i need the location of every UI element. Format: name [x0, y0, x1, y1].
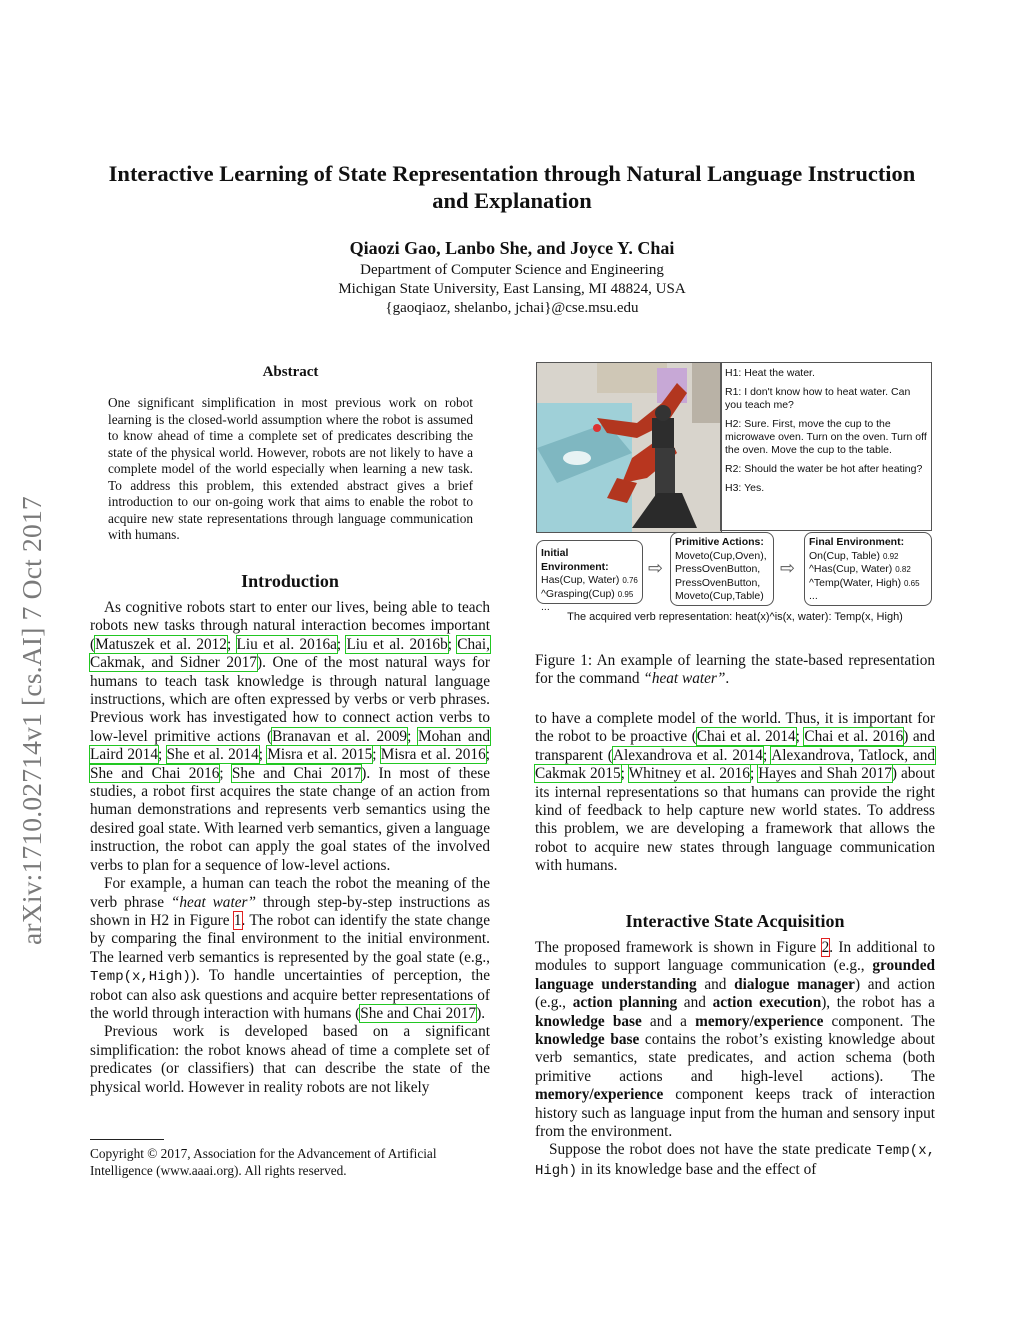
citation-link[interactable]: Whitney et al. 2016	[628, 765, 750, 783]
introduction-heading: Introduction	[241, 571, 339, 591]
citation-link[interactable]: Chai, Cakmak, and Sidner 2017	[90, 635, 490, 672]
introduction-body	[90, 599, 490, 1097]
footnote-rule	[90, 1139, 164, 1140]
primitive-actions-title: Primitive Actions:	[675, 536, 764, 548]
citation-link[interactable]: Alexandrova, Tatlock, and Cakmak 2015	[535, 746, 936, 783]
verb-representation: The acquired verb representation: heat(x)^is(x, water): Temp(x, High)	[567, 611, 903, 623]
robot-photo	[536, 362, 722, 533]
initial-environment-title: Initial Environment:	[541, 547, 609, 573]
affiliation-university: Michigan State University, East Lansing, MI 48824, USA	[338, 281, 686, 297]
figure-1-caption: Figure 1: An example of learning the state-based representation for the command “heat water”.	[535, 652, 935, 688]
figure-1	[536, 362, 934, 630]
citation-link[interactable]: She et al. 2014	[166, 746, 259, 764]
final-environment-box: Final Environment: On(Cup, Table) 0.92 ^Has(Cup, Water) 0.82 ^Temp(Water, High) 0.65 ...	[804, 532, 932, 606]
introduction-paragraph-3: Previous work is developed based on a significant simplification: the robot knows ahead of time a complete set of predicates (or classifiers) that can describe the state of the physical world. However in reality robots are not likely	[90, 1023, 490, 1096]
citation-link[interactable]: Misra et al. 2016	[380, 746, 486, 764]
arrow-right-icon: ⇨	[780, 558, 796, 579]
citation-link[interactable]: She and Chai 2017	[360, 1004, 477, 1022]
citation-link[interactable]: Matuszek et al. 2012	[95, 635, 227, 653]
abstract-text: One significant simplification in most previous work on robot learning is the closed-world assumption where the robot is assumed to know ahead of time a complete set of predicates describing the state of the physical world. However, robots are not likely to have a complete model of the world especially when learning a new task. To address this problem, this extended abstract gives a brief introduction to our on-going work that aims to enable the robot to acquire new state representations through language communication with humans.	[108, 395, 473, 542]
final-environment-title: Final Environment:	[809, 536, 905, 548]
primitive-actions-box: Primitive Actions: Moveto(Cup,Oven), PressOvenButton, PressOvenButton, Moveto(Cup,Table)	[670, 532, 774, 606]
arxiv-identifier: arXiv:1710.02714v1 [cs.AI] 7 Oct 2017	[16, 496, 47, 945]
dialogue-turn: H1: Heat the water.	[725, 367, 815, 379]
citation-link[interactable]: Branavan et al. 2009	[272, 727, 408, 745]
citation-link[interactable]: She and Chai 2017	[231, 764, 362, 782]
citation-link[interactable]: Chai et al. 2016	[804, 728, 904, 746]
citation-link[interactable]: She and Chai 2016	[90, 764, 220, 782]
citation-link[interactable]: Liu et al. 2016b	[346, 635, 448, 653]
figure-reference-link[interactable]: 1	[233, 911, 242, 929]
dialogue-turn: R2: Should the water be hot after heating?	[725, 463, 923, 475]
robot-illustration	[537, 363, 721, 532]
right-column-section-body	[535, 939, 935, 1180]
affiliation-department: Department of Computer Science and Engineering	[360, 262, 664, 278]
citation-link[interactable]: Mohan and Laird 2014	[90, 727, 491, 764]
interactive-state-acquisition-heading: Interactive State Acquisition	[625, 911, 845, 931]
section-paragraph-1: The proposed framework is shown in Figure 2. In additional to modules to support language communication (e.g., grounded language understanding and dialogue manager) and action (e.g., action planning and action execution), the robot has a knowledge base and a memory/experience component. The knowledge base contains the robot’s existing knowledge about verb semantics, state predicates, and action schema (both primitive actions and high-level actions). The memory/experience component keeps track of interaction history such as language input from the human and sensory input from the environment.	[535, 939, 936, 1141]
copyright-footnote: Copyright © 2017, Association for the Advancement of Artificial Intelligence (www.aaai.org). All rights reserved.	[90, 1146, 437, 1178]
paper-authors: Qiaozi Gao, Lanbo She, and Joyce Y. Chai	[349, 238, 675, 258]
citation-link[interactable]: Hayes and Shah 2017	[758, 765, 892, 783]
arrow-right-icon: ⇨	[648, 558, 664, 579]
introduction-paragraph-2: For example, a human can teach the robot the meaning of the verb phrase “heat water” through step-by-step instructions as shown in H2 in Figure 1. The robot can identify the state change by comparing the final environment to the initial environment. The learned verb semantics is represented by the goal state (e.g., Temp(x,High)). To handle uncertainties of perception, the robot can also ask questions and acquire better representations of the world through interaction with humans (She and Chai 2017).	[90, 875, 491, 1022]
dialogue-turn: H2: Sure. First, move the cup to the microwave oven. Turn on the oven. Turn off the oven. Move the cup to the table.	[725, 418, 927, 456]
citation-link[interactable]: Chai et al. 2014	[696, 728, 796, 746]
citation-link[interactable]: Liu et al. 2016a	[236, 635, 337, 653]
dialogue-turn: H3: Yes.	[725, 482, 765, 494]
abstract-heading: Abstract	[262, 364, 319, 380]
citation-link[interactable]: Alexandrova et al. 2014	[612, 746, 763, 764]
citation-link[interactable]: Misra et al. 2015	[267, 746, 373, 764]
author-emails: {gaoqiaoz, shelanbo, jchai}@cse.msu.edu	[385, 300, 639, 316]
dialogue-box	[720, 362, 932, 531]
right-column-paragraph-1: to have a complete model of the world. Thus, it is important for the robot to be proactive (Chai et al. 2014; Chai et al. 2016) and transparent (Alexandrova et al. 2014; Alexandrova, Tatlock, and Cakmak 2015; Whitney et al. 2016; Hayes and Shah 2017) about its internal representations so that humans can provide the right kind of feedback to help capture new world states. To address this problem, we are developing a framework that allows the robot to acquire new states through language communication with humans.	[535, 710, 936, 875]
author-affiliation	[100, 261, 924, 318]
figure-reference-link[interactable]: 2	[821, 939, 830, 956]
paper-title: Interactive Learning of State Representation through Natural Language Instruction and Explanation	[108, 161, 916, 213]
dialogue-turn: R1: I don't know how to heat water. Can you teach me?	[725, 386, 911, 411]
section-paragraph-2: Suppose the robot does not have the state predicate Temp(x, High) in its knowledge base and the effect of	[535, 1141, 935, 1179]
introduction-paragraph-1: As cognitive robots start to enter our lives, being able to teach robots new tasks through natural interaction becomes important (Matuszek et al. 2012; Liu et al. 2016a; Liu et al. 2016b; Chai, Cakmak, and Sidner 2017). One of the most natural ways for humans to teach task knowledge is through natural language instructions, which are often expressed by verbs or verb phrases. Previous work has investigated how to connect action verbs to low-level primitive actions (Branavan et al. 2009; Mohan and Laird 2014; She et al. 2014; Misra et al. 2015; Misra et al. 2016; She and Chai 2016; She and Chai 2017). In most of these studies, a robot first acquires the state change of an action from human demonstrations and represents verb semantics using the desired goal state. With learned verb semantics, given a language instruction, the robot can apply the goal states of the involved verbs to plan for a sequence of low-level actions.	[90, 599, 491, 874]
initial-environment-box: Initial Environment: Has(Cup, Water) 0.76 ^Grasping(Cup) 0.95 ...	[536, 540, 643, 604]
